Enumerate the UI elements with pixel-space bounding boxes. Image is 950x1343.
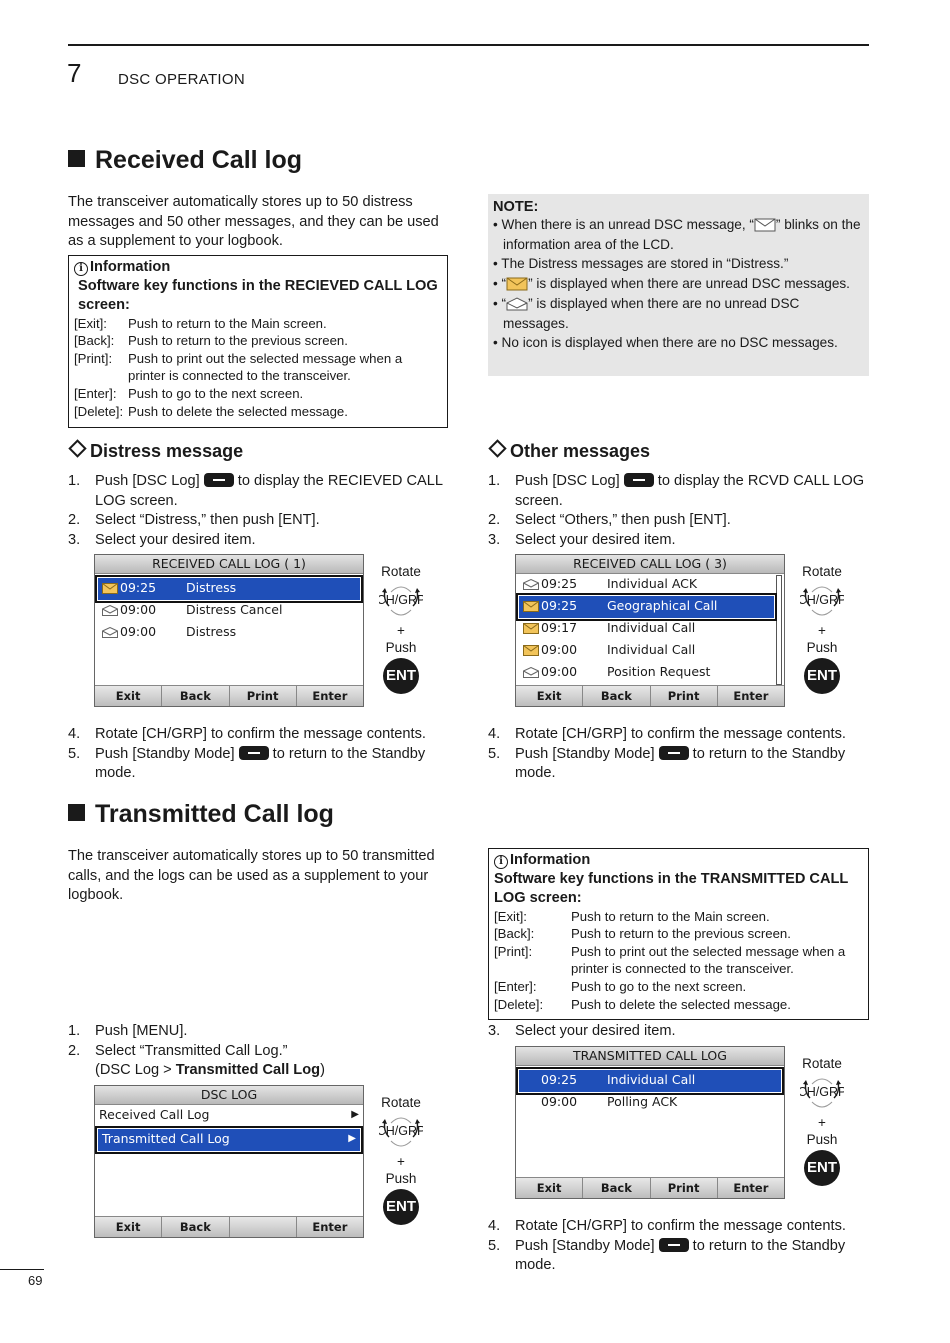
softkey-bar <box>95 685 363 706</box>
log-row[interactable]: 09:25 Individual ACK <box>519 574 774 596</box>
info-icon: i <box>74 262 88 276</box>
softkey-enter[interactable]: Enter <box>312 1220 348 1234</box>
page-number-rule <box>0 1269 44 1270</box>
transmitted-log-screen <box>515 1046 785 1199</box>
other-steps-cont <box>488 725 873 784</box>
other-steps <box>488 472 873 550</box>
key-desc-row: [Back]: Push to return to the previous screen. <box>74 333 348 349</box>
distress-heading: Distress message <box>68 441 243 462</box>
step: 4. Rotate [CH/GRP] to confirm the message contents. <box>68 726 426 742</box>
svg-text:CH/GRP: CH/GRP <box>379 593 423 607</box>
chapter-title: DSC OPERATION <box>118 71 245 88</box>
ch-grp-knob-illustration: Rotate CH/GRP + Push ENT <box>792 563 852 694</box>
rotate-dial-icon <box>800 582 844 622</box>
chevron-right-icon: ▶ <box>348 1133 356 1144</box>
unread-mail-icon <box>523 645 539 656</box>
info-icon: i <box>494 855 508 869</box>
softkey-bar <box>516 1177 784 1198</box>
softkey-print[interactable]: Print <box>651 686 718 706</box>
screen-title: RECEIVED CALL LOG ( 3) <box>516 555 784 574</box>
read-mail-icon <box>754 218 776 232</box>
step: 4. Rotate [CH/GRP] to confirm the message contents. <box>488 1218 846 1234</box>
distress-steps <box>68 472 453 550</box>
info-title: Software key functions in the TRANSMITTED CALL LOG screen: <box>494 870 849 906</box>
key-desc-row: [Enter]: Push to go to the next screen. <box>74 385 304 401</box>
other-messages-heading: Other messages <box>488 441 650 462</box>
log-row[interactable]: 09:00 Position Request <box>519 662 774 684</box>
log-row[interactable]: 09:00 Polling ACK <box>541 1094 678 1109</box>
screen-title: RECEIVED CALL LOG ( 1) <box>95 555 363 574</box>
key-desc-row: [Print]: Push to print out the selected message when a printer is connected to the transceiver. <box>494 943 846 977</box>
page-number: 69 <box>28 1273 43 1288</box>
softkey-blank <box>230 1217 297 1237</box>
softkey-enter[interactable]: Enter <box>312 689 348 703</box>
opened-mail-icon <box>506 297 528 311</box>
transmitted-info-box <box>488 848 869 1020</box>
other-log-screen <box>515 554 785 707</box>
ent-button-icon: ENT <box>804 1150 840 1186</box>
diamond-bullet-icon <box>68 439 86 457</box>
svg-text:CH/GRP: CH/GRP <box>800 593 844 607</box>
svg-text:CH/GRP: CH/GRP <box>800 1085 844 1099</box>
softkey-back[interactable]: Back <box>583 686 650 706</box>
dsc-log-key-icon <box>624 473 654 487</box>
unread-mail-icon <box>523 623 539 634</box>
read-mail-icon <box>523 579 539 590</box>
key-desc-row: [Back]: Push to return to the previous screen. <box>494 926 791 942</box>
key-desc-row: [Print]: Push to print out the selected message when a printer is connected to the transceiver. <box>74 350 403 384</box>
log-row[interactable]: 09:25 Individual Call <box>519 1070 781 1092</box>
diamond-bullet-icon <box>488 439 506 457</box>
softkey-exit[interactable]: Exit <box>95 1217 162 1237</box>
step: 5. Push [Standby Mode] to return to the Standby mode. <box>488 745 846 781</box>
ent-button-icon: ENT <box>383 1189 419 1225</box>
step: 2. Select “Distress,” then push [ENT]. <box>68 512 320 528</box>
step: 2. Select “Others,” then push [ENT]. <box>488 512 731 528</box>
info-title: Software key functions in the RECIEVED CALL LOG screen: <box>78 277 438 313</box>
note-bullet: • “ ” is displayed when there are unread DSC messages. <box>493 276 850 292</box>
step: 1. Push [DSC Log] to display the RCVD CALL LOG screen. <box>488 473 865 509</box>
note-bullet: • When there is an unread DSC message, “ ” blinks on the information area of the LCD. <box>493 217 861 252</box>
info-heading: i Information <box>494 852 863 870</box>
note-box <box>488 194 869 376</box>
log-row[interactable]: 09:00 Distress <box>98 622 360 644</box>
softkey-enter[interactable]: Enter <box>733 689 769 703</box>
softkey-print[interactable]: Print <box>230 686 297 706</box>
key-desc-row: [Exit]: Push to return to the Main screen. <box>74 315 327 331</box>
log-row[interactable]: 09:25 Distress <box>98 578 360 600</box>
transmitted-steps-right <box>488 1022 873 1042</box>
key-desc-row: [Delete]: Push to delete the selected message. <box>494 996 791 1012</box>
square-bullet-icon <box>68 150 85 167</box>
log-row[interactable]: 09:00 Distress Cancel <box>98 600 360 622</box>
header-rule <box>68 44 869 46</box>
softkey-back[interactable]: Back <box>162 1217 229 1237</box>
softkey-exit[interactable]: Exit <box>516 686 583 706</box>
key-desc-row: [Enter]: Push to go to the next screen. <box>494 978 747 994</box>
softkey-bar <box>95 1216 363 1237</box>
rotate-dial-icon <box>379 582 423 622</box>
step: 4. Rotate [CH/GRP] to confirm the message contents. <box>488 726 846 742</box>
received-call-log-heading: Received Call log <box>68 146 302 175</box>
dsc-log-key-icon <box>204 473 234 487</box>
note-bullet: • The Distress messages are stored in “Distress.” <box>493 256 789 272</box>
info-heading: i Information <box>74 259 442 277</box>
ch-grp-knob-illustration: Rotate CH/GRP + Push ENT <box>371 1094 431 1225</box>
step: 3. Select your desired item. <box>488 1023 676 1039</box>
log-row[interactable]: 09:17 Individual Call <box>519 618 774 640</box>
step: 5. Push [Standby Mode] to return to the Standby mode. <box>488 1237 846 1273</box>
standby-key-icon <box>659 746 689 760</box>
dsc-log-menu-screen <box>94 1085 364 1238</box>
ent-button-icon: ENT <box>804 658 840 694</box>
rotate-dial-icon <box>800 1074 844 1114</box>
note-bullet: • No icon is displayed when there are no DSC messages. <box>493 335 838 351</box>
step: 1. Push [DSC Log] to display the RECIEVED CALL LOG screen. <box>68 473 443 509</box>
softkey-back[interactable]: Back <box>162 686 229 706</box>
rotate-dial-icon <box>379 1113 423 1153</box>
unread-mail-icon <box>523 601 539 612</box>
distress-steps-cont <box>68 725 453 784</box>
chevron-right-icon: ▶ <box>351 1109 359 1120</box>
distress-log-screen <box>94 554 364 707</box>
read-mail-icon <box>102 605 118 616</box>
log-row[interactable]: 09:00 Individual Call <box>519 640 774 662</box>
standby-key-icon <box>659 1238 689 1252</box>
note-bullet: • “ ” is displayed when there are no unread DSC messages. <box>493 295 800 331</box>
step: 3. Select your desired item. <box>68 531 256 548</box>
received-intro: The transceiver automatically stores up to 50 distress messages and 50 other messages, and they can be used as a supplement to your logbook. <box>68 194 439 249</box>
softkey-exit[interactable]: Exit <box>95 686 162 706</box>
softkey-back[interactable]: Back <box>583 1178 650 1198</box>
note-title: NOTE: <box>493 199 539 215</box>
svg-text:CH/GRP: CH/GRP <box>379 1124 423 1138</box>
key-desc-row: [Exit]: Push to return to the Main screen. <box>494 908 770 924</box>
softkey-enter[interactable]: Enter <box>733 1181 769 1195</box>
step: 3. Select your desired item. <box>488 531 676 548</box>
read-mail-icon <box>102 627 118 638</box>
square-bullet-icon <box>68 804 85 821</box>
softkey-print[interactable]: Print <box>651 1178 718 1198</box>
transmitted-call-log-heading: Transmitted Call log <box>68 800 334 829</box>
unread-mail-icon <box>102 583 118 594</box>
step: (DSC Log > Transmitted Call Log) <box>95 1062 325 1078</box>
chapter-number: 7 <box>67 58 82 88</box>
received-info-box <box>68 255 448 428</box>
menu-item-transmitted-call-log[interactable]: Transmitted Call Log ▶ <box>98 1129 360 1151</box>
unread-mail-icon <box>506 277 528 291</box>
step: 2. Select “Transmitted Call Log.” <box>68 1042 288 1059</box>
transmitted-steps-end <box>488 1217 873 1276</box>
softkey-bar <box>516 685 784 706</box>
log-row[interactable]: 09:25 Geographical Call <box>519 596 774 618</box>
screen-title: DSC LOG <box>95 1086 363 1105</box>
standby-key-icon <box>239 746 269 760</box>
ch-grp-knob-illustration: Rotate CH/GRP + Push ENT <box>792 1055 852 1186</box>
ch-grp-knob-illustration: Rotate CH/GRP + Push ENT <box>371 563 431 694</box>
step: 1. Push [MENU]. <box>68 1023 188 1039</box>
ent-button-icon: ENT <box>383 658 419 694</box>
read-mail-icon <box>523 667 539 678</box>
transmitted-intro: The transceiver automatically stores up to 50 transmitted calls, and the logs can be used as a supplement to your logbook. <box>68 848 435 903</box>
scrollbar[interactable] <box>776 575 782 685</box>
softkey-exit[interactable]: Exit <box>516 1178 583 1198</box>
screen-title: TRANSMITTED CALL LOG <box>516 1047 784 1066</box>
step: 5. Push [Standby Mode] to return to the Standby mode. <box>68 745 426 781</box>
menu-item-received-call-log[interactable]: Received Call Log ▶ <box>95 1105 363 1127</box>
transmitted-steps <box>68 1022 453 1081</box>
key-desc-row: [Delete]: Push to delete the selected message. <box>74 403 348 419</box>
